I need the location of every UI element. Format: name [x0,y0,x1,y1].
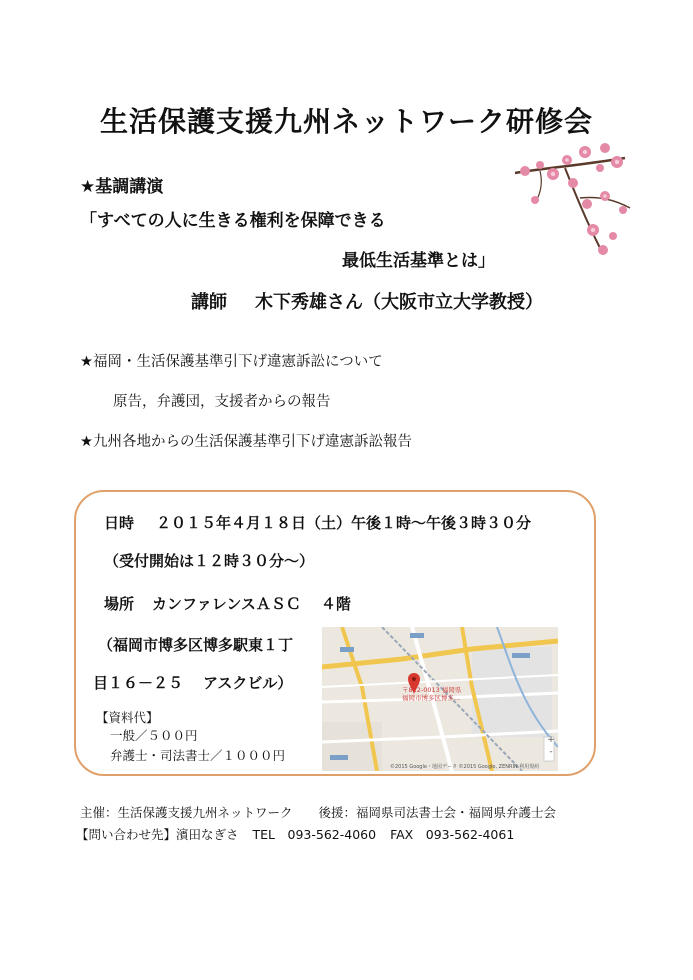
map-copyright: ©2015 Google・地図データ ©2015 Google, ZENRIN 利用規約 [390,764,540,770]
reception-time: （受付開始は１２時３０分～） [104,552,315,570]
cherry-blossom-decoration [505,138,635,263]
fee-general: 一般／５００円 [110,728,198,743]
map-zoom-out-button[interactable]: - [549,747,553,757]
map-pin-label [402,686,461,702]
fee-legal: 弁護士・司法書士／１０００円 [110,748,286,763]
footer-contact [76,825,514,843]
venue-floor: ４階 [320,595,351,613]
map-zoom-in-button[interactable]: + [547,735,555,745]
keynote-title-line-1: 「すべての人に生きる権利を保障できる [80,211,386,231]
program-item-1-sub: 原告，弁護団，支援者からの報告 [113,394,331,410]
map-pin-label-line-2: 福岡市博多区博多... [402,694,461,702]
venue-building: アスクビル） [203,674,293,692]
fee-heading: 【資料代】 [96,710,159,725]
venue-row [104,593,351,614]
venue-label: 場所 [104,595,135,613]
page-title: 生活保護支援九州ネットワーク研修会 [99,105,593,138]
lecturer-label: 講師 [191,292,227,313]
date-label: 日時 [104,514,135,532]
venue-name: カンファレンスＡＳＣ [152,595,301,613]
keynote-title-line-2: 最低生活基準とは」 [342,251,495,271]
contact-fax: FAX 093-562-4061 [390,827,515,842]
date-row [104,512,531,533]
contact-tel: TEL 093-562-4060 [252,827,377,842]
footer-organizers [80,803,556,821]
venue-address-number: 目１６－２５ [93,674,184,692]
organizer: 主催：生活保護支援九州ネットワーク [80,805,293,820]
lecturer-line [191,288,543,314]
program-item-2: ★九州各地からの生活保護基準引下げ違憲訴訟報告 [80,434,412,450]
venue-address-line-2 [93,672,292,693]
date-value: ２０１５年４月１８日（土）午後１時～午後３時３０分 [156,514,532,532]
supporters: 後援：福岡県司法書士会・福岡県弁護士会 [318,805,557,820]
keynote-heading: ★基調講演 [80,177,164,197]
venue-address-line-1: （福岡市博多区博多駅東１丁 [98,636,294,654]
contact-label: 【問い合わせ先】濱田なぎさ [76,827,239,842]
map-pin-label-line-1: 〒812-0013 福岡県 [402,686,462,694]
lecturer-name: 木下秀雄さん（大阪市立大学教授） [255,292,543,313]
program-item-1: ★福岡・生活保護基準引下げ違憲訴訟について [80,354,383,370]
